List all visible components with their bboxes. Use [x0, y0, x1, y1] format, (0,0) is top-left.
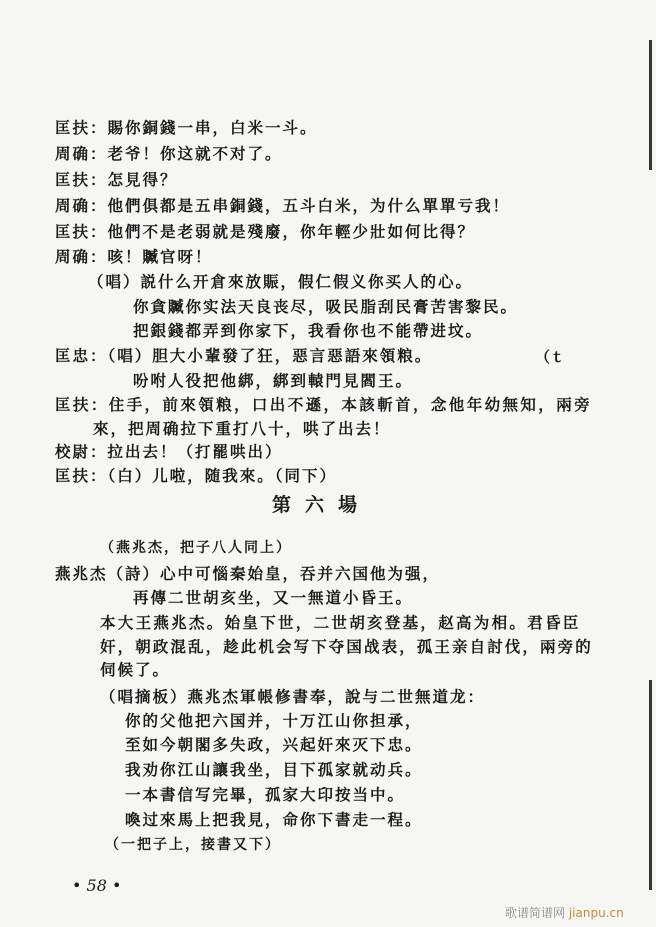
dialogue-line: 來，把周确拉下重打八十，哄了出去！ — [93, 420, 391, 438]
dialogue-line: 匡扶：住手，前來領粮，口出不遜，本該斬首，念他年幼無知，兩旁 — [55, 396, 593, 414]
scan-edge — [649, 680, 652, 890]
dialogue-line: 奸，朝政混乱，趁此机会写下夺国战表，孤王亲自討伐，兩旁的 — [100, 638, 593, 656]
dialogue-line: 周确：咳！贓官呀！ — [55, 248, 213, 266]
dialogue-line: 周确：老爷！你这就不对了。 — [55, 145, 283, 163]
dialogue-line: 匡扶：（白）儿啦，随我來。（同下） — [55, 467, 338, 485]
watermark-cn: 歌谱简谱网 — [505, 906, 566, 920]
dialogue-line: 伺候了。 — [100, 661, 171, 679]
dialogue-line: 你貪贓你实法天良丧尽，吸民脂刮民膏苦害黎民。 — [133, 298, 519, 316]
watermark-en: jianpu.cn — [568, 906, 624, 920]
dialogue-line: 燕兆杰（詩）心中可惱秦始皇，吞并六国他为强， — [55, 565, 441, 583]
dialogue-line: 喚过來馬上把我見，命你下書走一程。 — [125, 811, 423, 829]
dialogue-line: 吩咐人役把他綁，綁到轅門見閻王。 — [133, 372, 414, 390]
page-number: • 58 • — [72, 876, 122, 895]
stage-direction: （一把子上，接書又下） — [105, 837, 281, 853]
dialogue-line: （唱）説什么开倉來放賑，假仁假义你买人的心。 — [88, 273, 474, 291]
dialogue-line: 一本書信写完畢，孤家大印按当中。 — [125, 786, 406, 804]
dialogue-line: 你的父他把六国并，十万江山你担承， — [125, 712, 423, 730]
dialogue-line: 匡忠：（唱）胆大小輩發了狂，惡言惡語來領粮。 — [55, 347, 433, 365]
dialogue-line: 匡扶：怎見得？ — [55, 171, 178, 189]
dialogue-line: 匡扶：賜你銅錢一串，白米一斗。 — [55, 119, 318, 137]
dialogue-line: 再傳二世胡亥坐，又一無道小昏王。 — [133, 589, 414, 607]
dialogue-line: 本大王燕兆杰。始皇下世，二世胡亥登基，赵高为相。君昏臣 — [100, 614, 581, 632]
margin-fragment: （ｔ — [535, 348, 566, 366]
dialogue-line: 至如今朝閣多失政，兴起奸來灭下忠。 — [125, 736, 423, 754]
dialogue-line: 我劝你江山讓我坐，目下孤家就动兵。 — [125, 761, 423, 779]
scan-edge — [649, 40, 652, 170]
dialogue-line: （唱摘板）燕兆杰軍帳修書奉，說与二世無道龙： — [100, 688, 486, 706]
dialogue-line: 校尉：拉出去！（打罷哄出） — [55, 443, 283, 461]
dialogue-line: 周确：他們俱都是五串銅錢，五斗白米，为什么單單亏我！ — [55, 197, 511, 215]
stage-direction: （燕兆杰，把子八人同上） — [100, 540, 292, 556]
watermark — [505, 904, 624, 921]
page-number-value: 58 — [86, 876, 107, 895]
dialogue-line: 匡扶：他們不是老弱就是殘廢，你年輕少壯如何比得？ — [55, 223, 476, 241]
dialogue-line: 把銀錢都弄到你家下，我看你也不能帶进坟。 — [133, 322, 484, 340]
scene-title: 第六場 — [272, 494, 372, 516]
